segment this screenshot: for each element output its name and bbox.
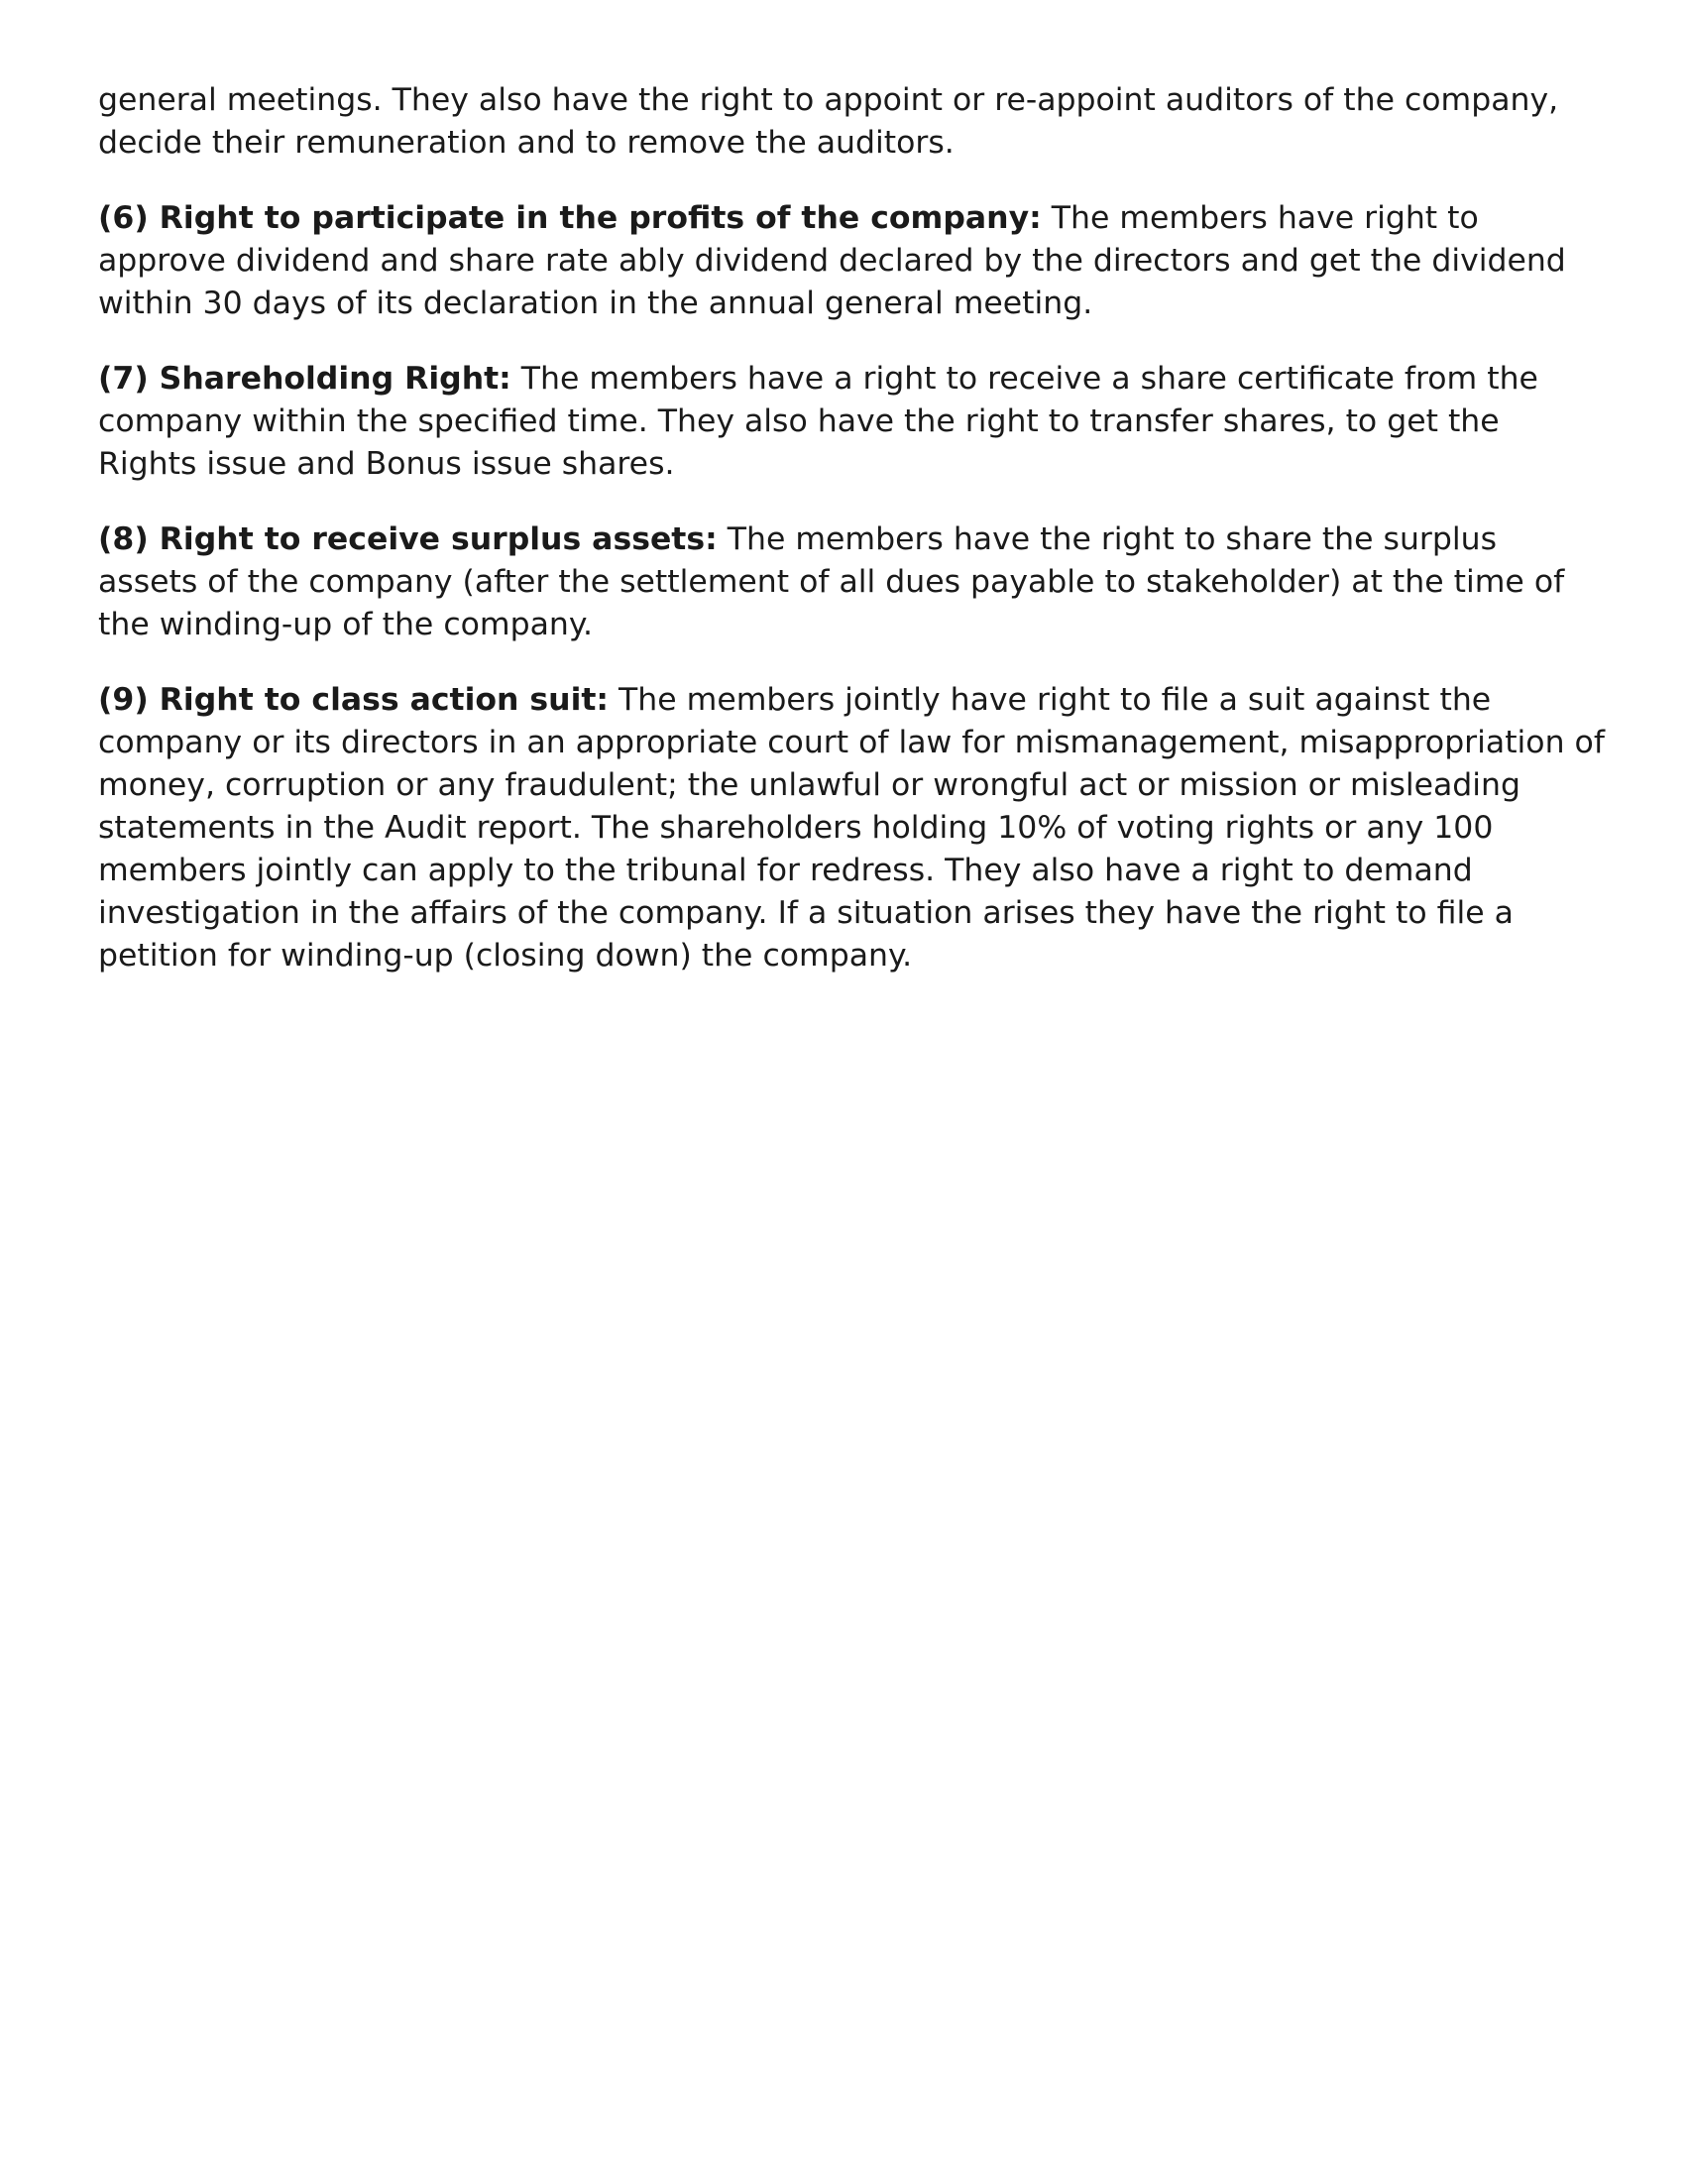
- paragraph-heading: (7) Shareholding Right:: [98, 361, 511, 397]
- paragraph-heading: (8) Right to receive surplus assets:: [98, 521, 718, 557]
- paragraph-text: general meetings. They also have the right to appoint or re-appoint auditors of the company, decide their remuneration and to remove the auditors.: [98, 82, 1559, 161]
- paragraph-text: The members have a right to receive a share certificate from the company within the specified time. They also have the right to transfer shares, to get the Rights issue and Bonus issue shares.: [98, 361, 1538, 482]
- paragraph-text: The members have the right to share the surplus assets of the company (after the settlement of all dues payable to stakeholder) at the time of the winding-up of the company.: [98, 521, 1565, 642]
- paragraph-shareholding-right: [98, 358, 1605, 486]
- paragraph-auditors: [98, 79, 1605, 165]
- paragraph-surplus-assets: [98, 518, 1605, 646]
- paragraph-text: The members jointly have right to file a suit against the company or its directors in an appropriate court of law for mismanagement, misappropriation of money, corruption or any fraudulent; the unlawful or wrongful act or mission or misleading statements in the Audit report. The shareholders holding 10% of voting rights or any 100 members jointly can apply to the tribunal for redress. They also have a right to demand investigation in the affairs of the company. If a situation arises they have the right to file a petition for winding-up (closing down) the company.: [98, 682, 1605, 974]
- paragraph-heading: (6) Right to participate in the profits of the company:: [98, 200, 1042, 236]
- paragraph-right-profits: [98, 197, 1605, 325]
- paragraph-text: The members have right to approve dividend and share rate ably dividend declared by the directors and get the dividend within 30 days of its declaration in the annual general meeting.: [98, 200, 1566, 321]
- paragraph-heading: (9) Right to class action suit:: [98, 682, 610, 718]
- paragraph-class-action: [98, 679, 1605, 977]
- document-page: [98, 79, 1605, 1010]
